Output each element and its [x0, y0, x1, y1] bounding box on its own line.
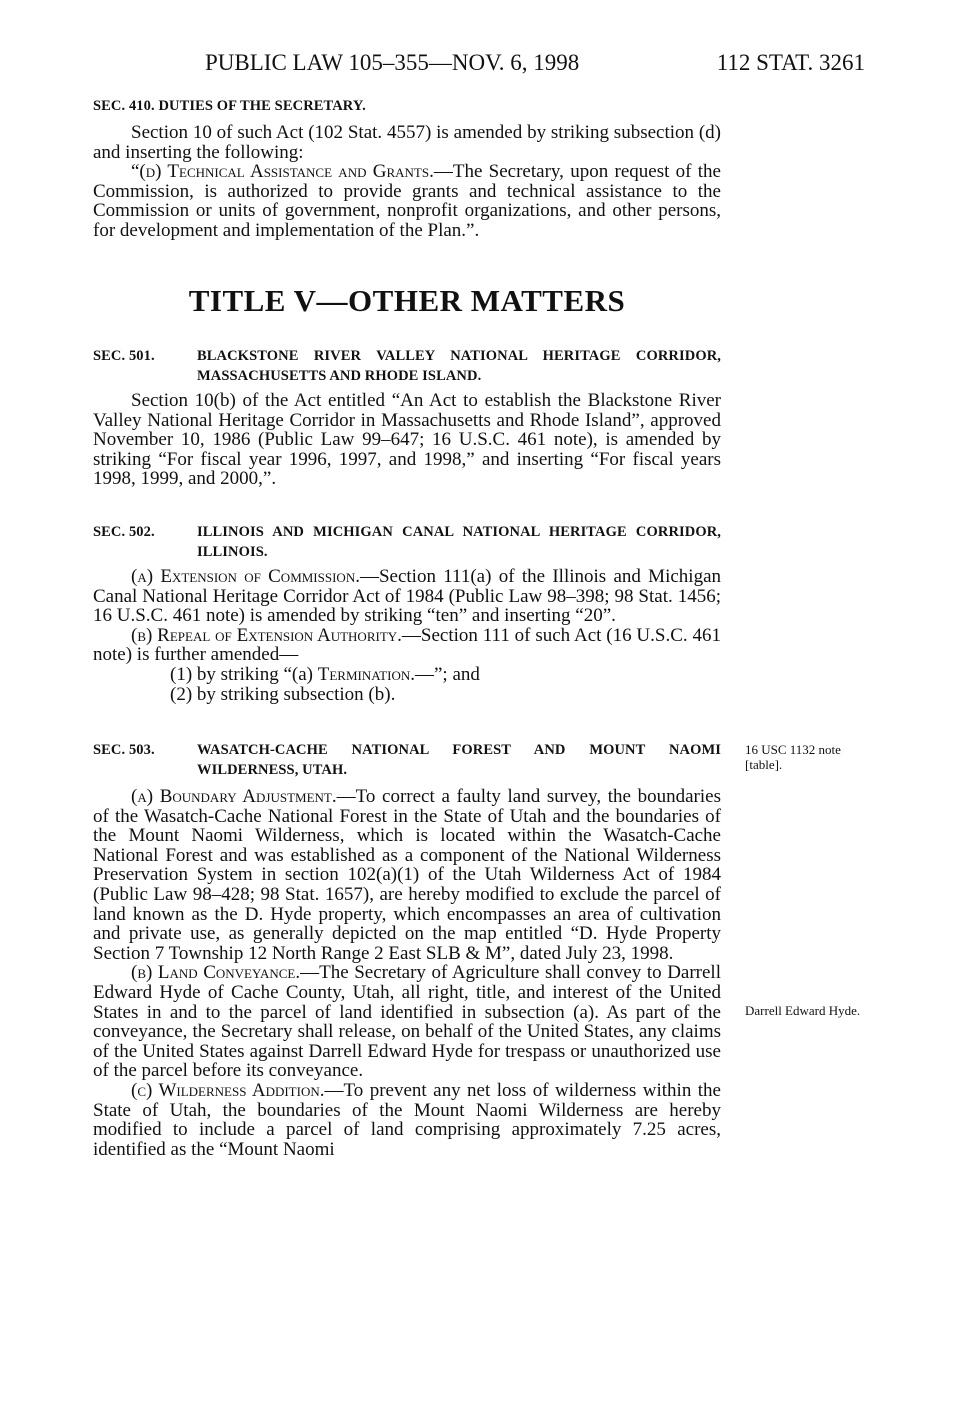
subsection-text: —Section 111(a) of the Illinois and Michigan Canal National Heritage Corridor Act of 1984 (Public Law 98–398; 98 Stat. 1456; 16 U.S.C. 461 note) is amended by striking “ten” and inserting “20”.: [93, 566, 722, 627]
section-number: SEC. 501.: [93, 348, 155, 364]
subsection-heading: (a) Extension of Commission.: [131, 566, 360, 587]
section-heading: [93, 740, 721, 780]
section-410: [93, 96, 721, 241]
section-heading: [93, 522, 721, 562]
subsection-heading: (b) Land Conveyance.: [131, 962, 301, 984]
margin-note-usc: 16 USC 1132 note [table].: [745, 742, 841, 772]
section-paragraph: Section 10(b) of the Act entitled “An Act to establish the Blackstone River Valley National Heritage Corridor in Massachusetts and Rhode Island”, approved November 10, 1986 (Public Law 99–647; 16 U.S.C. 461 note), is amended by striking “For fiscal year 1996, 1997, and 1998,” and inserting “For fiscal years 1998, 1999, and 2000,”.: [93, 390, 721, 490]
section-number: SEC. 503.: [93, 742, 155, 758]
section-title: ILLINOIS AND MICHIGAN CANAL NATIONAL HERITAGE CORRIDOR, ILLINOIS.: [197, 524, 721, 560]
section-heading: [93, 346, 721, 386]
subsection-heading: (a) Boundary Adjustment.: [131, 786, 337, 807]
subsection-text: —The Secretary, upon request of the Commission, is authorized to provide grants and technical assistance to the Commission or units of government, nonprofit organizations, and other persons, for development and implementation of the Plan.”.: [93, 161, 721, 241]
section-503: [93, 740, 721, 1159]
running-head-stat-page: 112 STAT. 3261: [716, 50, 865, 75]
subsection-heading: (c) Wilderness Addition.: [131, 1079, 325, 1101]
section-number: SEC. 502.: [93, 524, 155, 540]
running-head-citation: PUBLIC LAW 105–355—NOV. 6, 1998: [205, 50, 580, 75]
subsection-heading: “(d) Technical Assistance and Grants.: [131, 161, 434, 183]
title-heading: TITLE V—OTHER MATTERS: [188, 283, 626, 318]
subsection-paragraph: [93, 162, 721, 240]
margin-note-hyde: Darrell Edward Hyde.: [745, 1003, 861, 1018]
list-item: (1) by striking “(a) Termination.—”; and: [170, 663, 480, 685]
list-item: (2) by striking subsection (b).: [170, 683, 396, 705]
subsection-text: —The Secretary of Agriculture shall convey to Darrell Edward Hyde of Cache County, Utah, all right, title, and interest of the United States in and to the parcel of land identified in subsection (a). As part of the conveyance, the Secretary shall release, on behalf of the United States, any claims of the United States against Darrell Edward Hyde for trespass or unauthorized use of the parcel before its conveyance.: [93, 962, 721, 1082]
section-heading: SEC. 410. DUTIES OF THE SECRETARY.: [93, 98, 366, 114]
subsection-b: [93, 963, 721, 1081]
section-501: [93, 346, 721, 489]
section-title: BLACKSTONE RIVER VALLEY NATIONAL HERITAGE CORRIDOR, MASSACHUSETTS AND RHODE ISLAND.: [197, 348, 721, 384]
section-502: [93, 522, 721, 704]
subsection-text: —To prevent any net loss of wilderness within the State of Utah, the boundaries of the Mount Naomi Wilderness are hereby modified to include a parcel of land comprising approximately 7.25 acres, identified as the “Mount Naomi: [93, 1079, 721, 1160]
subsection-b: [93, 626, 721, 665]
subsection-a: [93, 787, 721, 963]
subsection-text: —Section 111 of such Act (16 U.S.C. 461 note) is further amended—: [93, 624, 721, 666]
running-head: [205, 50, 865, 80]
subsection-c: [93, 1081, 721, 1159]
subsection-text: —To correct a faulty land survey, the boundaries of the Wasatch-Cache National Forest in the State of Utah and the boundaries of the Mount Naomi Wilderness, which is located within the Wasatch-Cache National Forest and was established as a component of the National Wilderness Preservation System in section 102(a)(1) of the Utah Wilderness Act of 1984 (Public Law 98–428; 98 Stat. 1657), are hereby modified to exclude the parcel of land known as the D. Hyde property, which encompasses an area of cultivation and private use, as generally depicted on the map entitled “D. Hyde Property Section 7 Township 12 North Range 2 East SLB & M”, dated July 23, 1998.: [93, 786, 721, 964]
section-paragraph: Section 10 of such Act (102 Stat. 4557) is amended by striking subsection (d) and inserting the following:: [93, 122, 721, 163]
subsection-a: [93, 567, 721, 626]
subsection-heading: (b) Repeal of Extension Authority.: [131, 624, 402, 646]
section-title: WASATCH-CACHE NATIONAL FOREST AND MOUNT NAOMI WILDERNESS, UTAH.: [197, 742, 721, 778]
